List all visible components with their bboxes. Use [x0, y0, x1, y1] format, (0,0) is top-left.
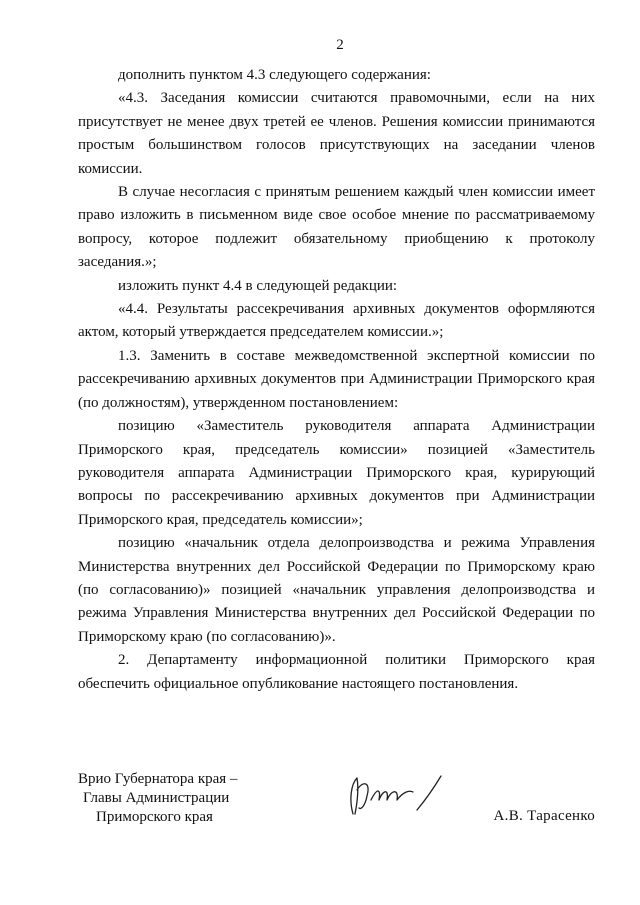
signatory-title-line: Главы Администрации: [83, 790, 230, 806]
signatory-title-line: Приморского края: [96, 809, 213, 825]
page-number: 2: [336, 37, 344, 53]
signer-name: А.В. Тарасенко: [493, 808, 595, 824]
paragraph: дополнить пунктом 4.3 следующего содержания:: [118, 67, 431, 83]
paragraph: позицию «Заместитель руководителя аппарата Администрации Приморского края, председатель комиссии» позицией «Заместитель руководителя аппарата Администрации Приморского края, курирующий вопросы по рассекречиванию архивных документов при Администрации Приморского края, председатель комиссии»;: [78, 418, 595, 528]
paragraph: «4.3. Заседания комиссии считаются правомочными, если на них присутствует не менее двух третей ее членов. Решения комиссии принимаются простым большинством голосов присутствующих на заседании членов комиссии.: [78, 90, 595, 177]
paragraph: В случае несогласия с принятым решением каждый член комиссии имеет право изложить в письменном виде свое особое мнение по рассматриваемому вопросу, которое подлежит обязательному приобщению к протоколу заседания.»;: [78, 184, 595, 271]
handwritten-signature: [343, 770, 448, 822]
paragraph: изложить пункт 4.4 в следующей редакции:: [118, 277, 398, 294]
signatory-title-line: Врио Губернатора края –: [78, 771, 238, 787]
paragraph: 2. Департаменту информационной политики Приморского края обеспечить официальное опубликование настоящего постановления.: [78, 652, 595, 692]
paragraph: позицию «начальник отдела делопроизводства и режима Управления Министерства внутренних дел Российской Федерации по Приморскому краю (по согласованию)» позицией «начальник управления делопроизводства и режима Управления Министерства внутренних дел Российской Федерации по Приморскому краю (по согласованию)».: [78, 535, 595, 645]
signatory-title: [78, 770, 237, 827]
document-body: [78, 64, 595, 696]
paragraph: 1.3. Заменить в составе межведомственной экспертной комиссии по рассекречиванию архивных документов при Администрации Приморского края (по должностям), утвержденном постановлением:: [78, 347, 595, 411]
paragraph: «4.4. Результаты рассекречивания архивных документов оформляются актом, который утверждается председателем комиссии.»;: [78, 301, 595, 341]
